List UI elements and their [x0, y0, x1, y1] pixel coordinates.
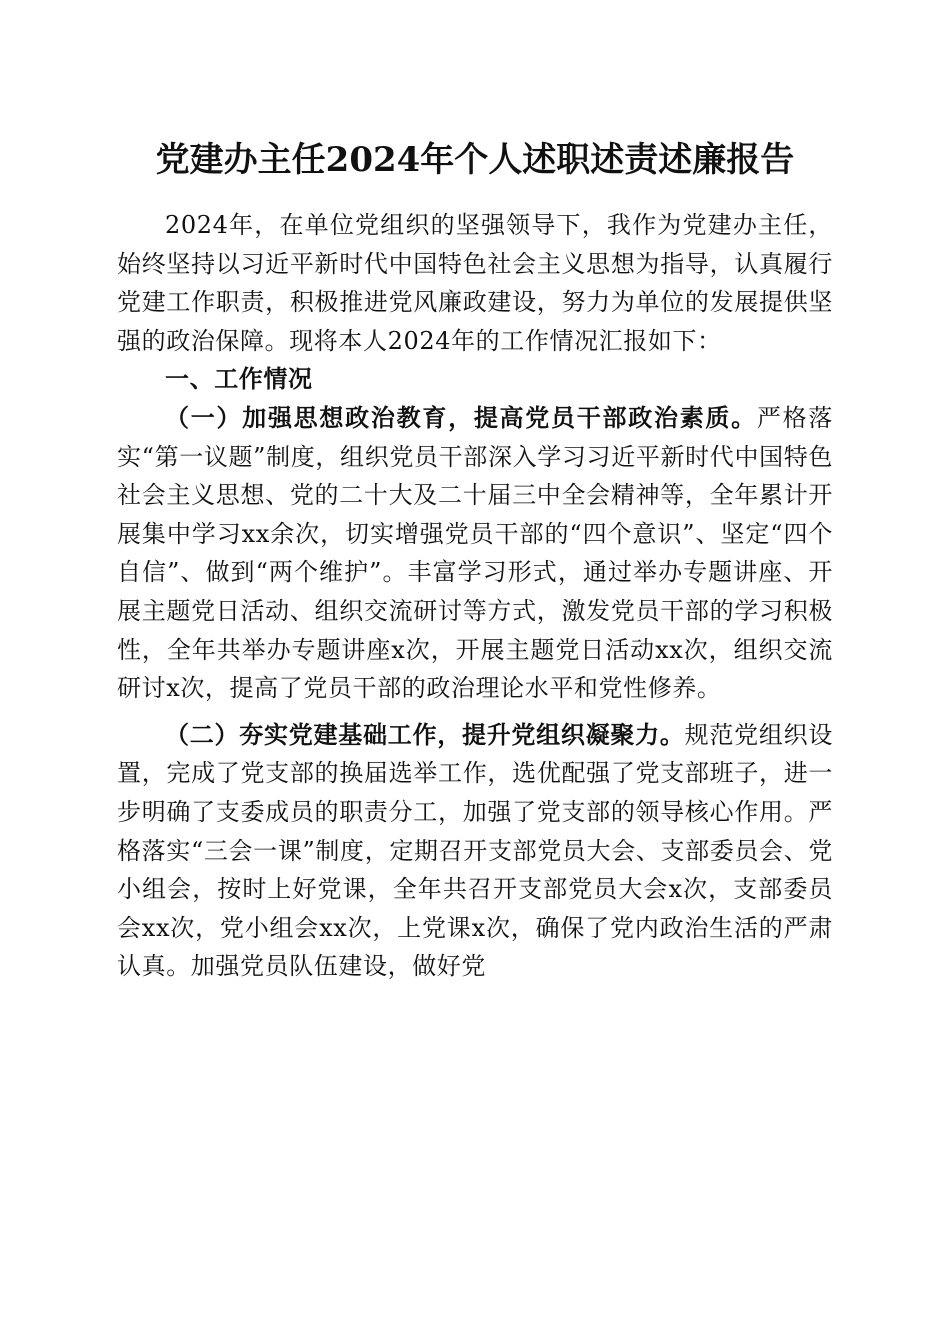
item-1-heading: （一）加强思想政治教育，提高党员干部政治素质。 [165, 402, 757, 432]
document-body [117, 206, 833, 986]
item-1-body: 严格落实“第一议题”制度，组织党员干部深入学习习近平新时代中国特色社会主义思想、党的二十大及二十届三中全会精神等，全年累计开展集中学习xx余次，切实增强党员干部的“四个意识”、坚定“四个自信”、做到“两个维护”。丰富学习形式，通过举办专题讲座、开展主题党日活动、组织交流研讨等方式，激发党员干部的学习积极性，全年共举办专题讲座x次，开展主题党日活动xx次，组织交流研讨x次，提高了党员干部的政治理论水平和党性修养。 [117, 403, 833, 703]
item-2-heading: （二）夯实党建基础工作，提升党组织凝聚力。 [165, 719, 685, 749]
document-title: 党建办主任2024年个人述职述责述廉报告 [155, 140, 795, 180]
item-1-paragraph [117, 399, 833, 708]
intro-paragraph: 2024年，在单位党组织的坚强领导下，我作为党建办主任，始终坚持以习近平新时代中国特色社会主义思想为指导，认真履行党建工作职责，积极推进党风廉政建设，努力为单位的发展提供坚强的政治保障。现将本人2024年的工作情况汇报如下： [117, 211, 833, 355]
paragraph-gap [117, 708, 833, 716]
section-heading-work-situation: 一、工作情况 [165, 365, 313, 394]
item-2-paragraph [117, 716, 833, 986]
item-2-body: 规范党组织设置，完成了党支部的换届选举工作，选优配强了党支部班子，进一步明确了支委成员的职责分工，加强了党支部的领导核心作用。严格落实“三会一课”制度，定期召开支部党员大会、支部委员会、党小组会，按时上好党课，全年共召开支部党员大会x次，支部委员会xx次，党小组会xx次，上党课x次，确保了党内政治生活的严肃认真。加强党员队伍建设，做好党 [117, 720, 833, 981]
